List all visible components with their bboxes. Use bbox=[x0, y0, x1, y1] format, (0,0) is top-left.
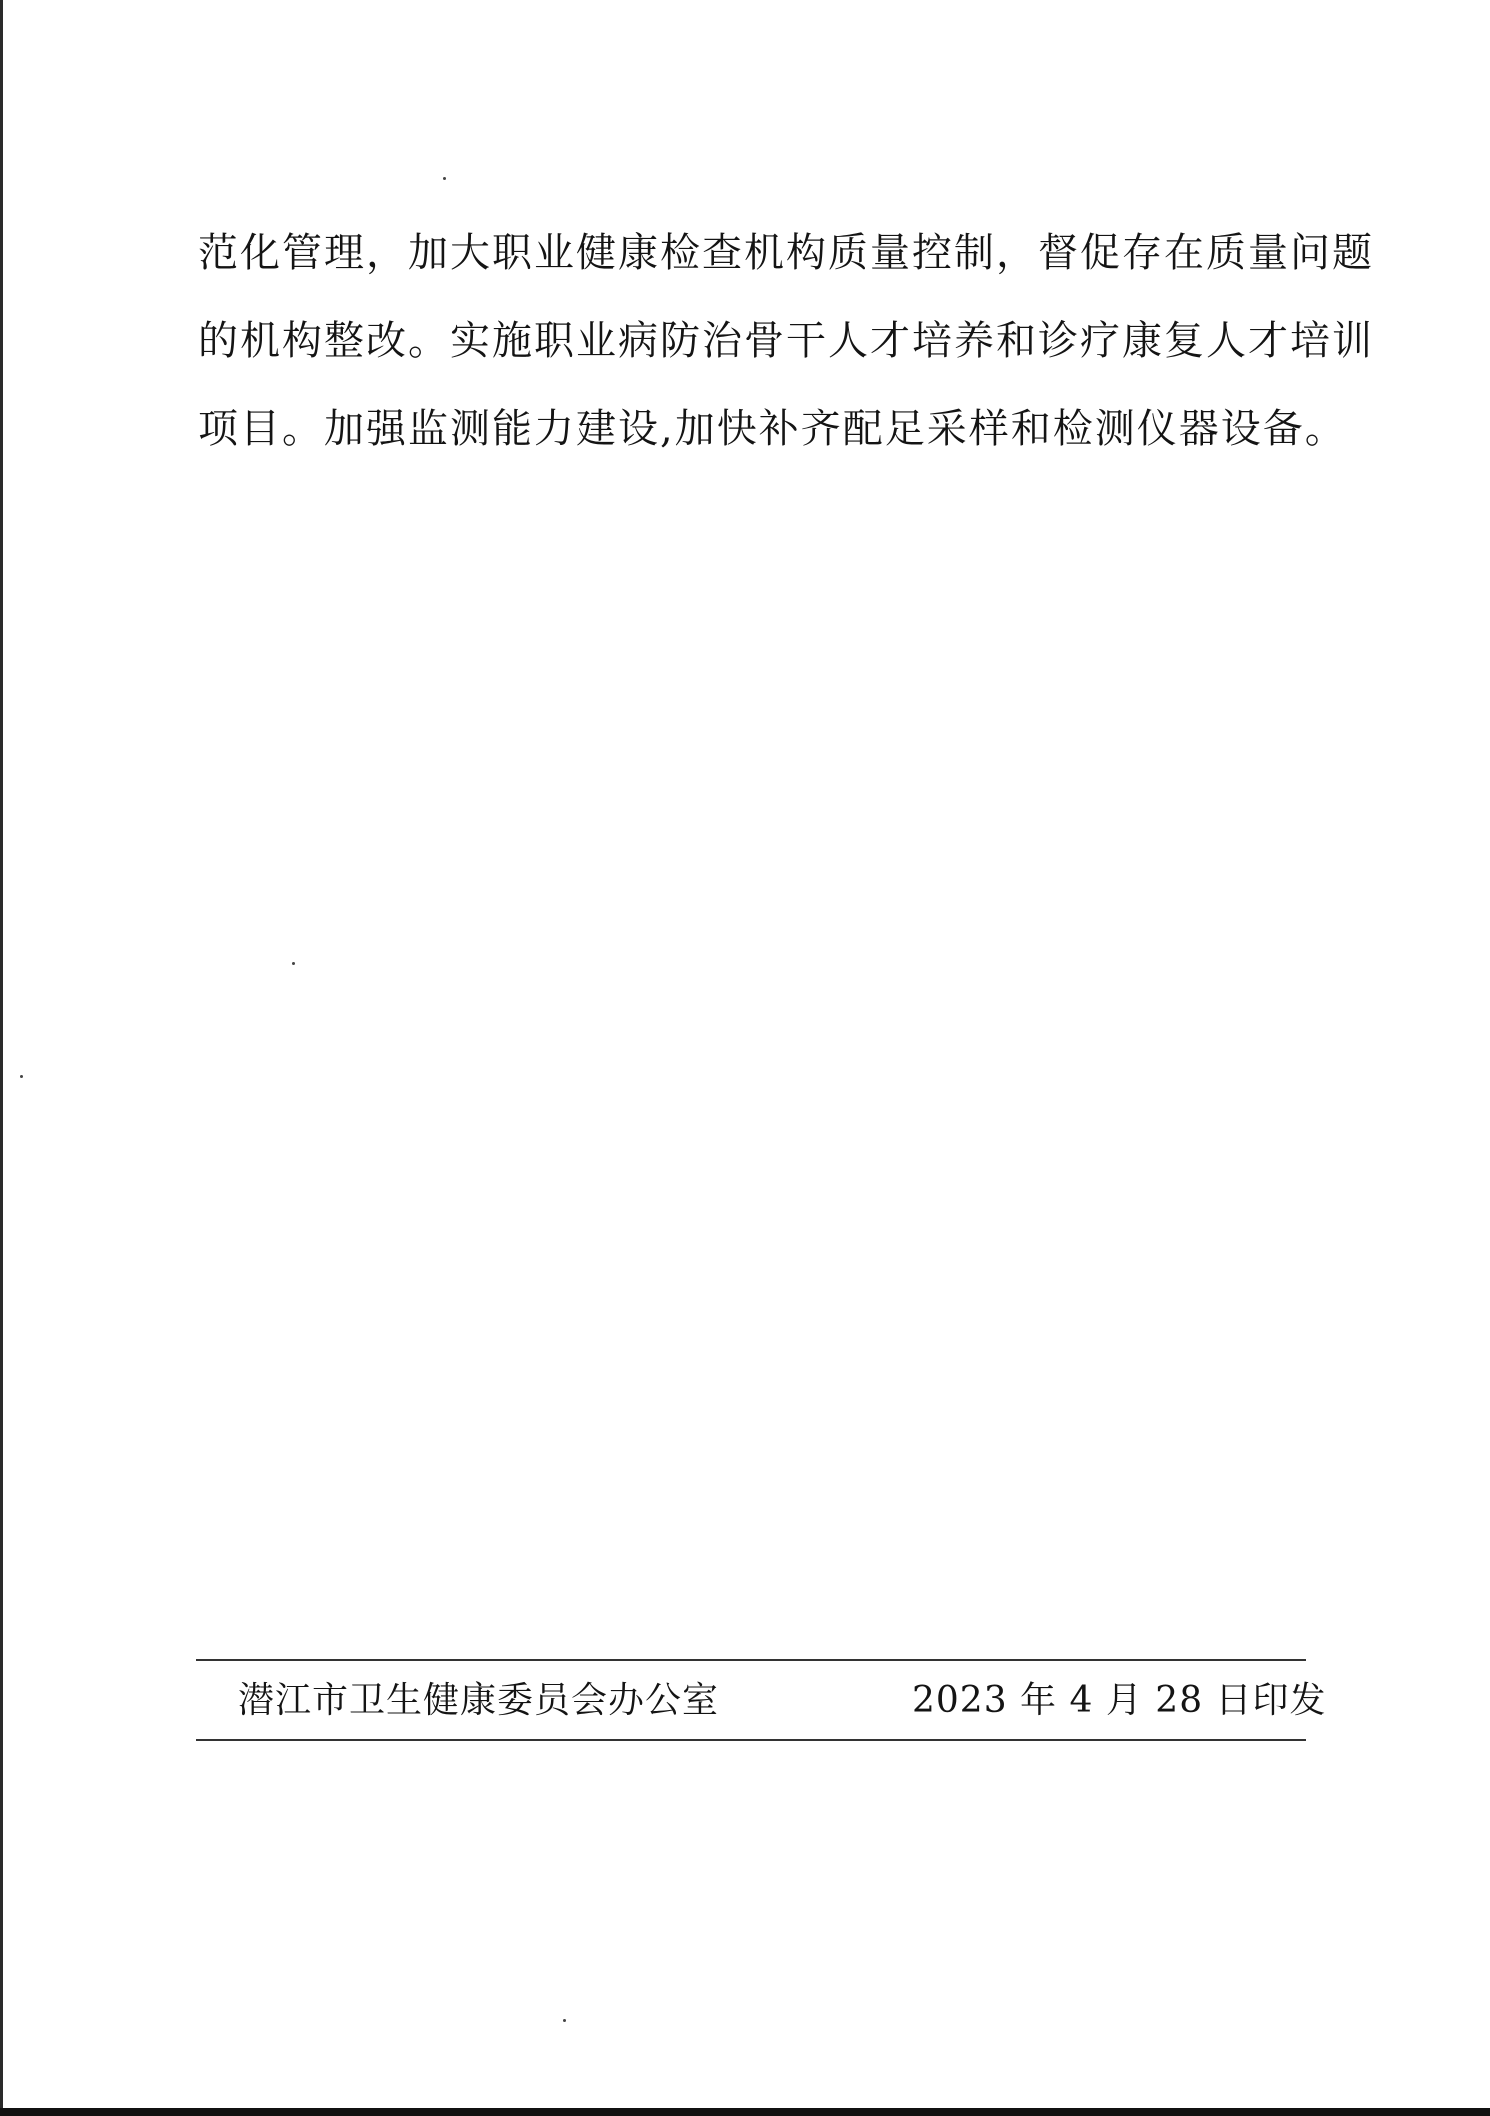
body-line: 范化管理，加大职业健康检查机构质量控制，督促存在质量问题 bbox=[198, 230, 1374, 276]
scan-speck bbox=[563, 2019, 566, 2022]
issue-date: 2023 年 4 月 28 日印发 bbox=[912, 1680, 1327, 1721]
page-bottom-edge bbox=[0, 2108, 1490, 2116]
scan-speck bbox=[20, 1075, 23, 1078]
page-left-edge bbox=[0, 0, 3, 2116]
scan-speck bbox=[443, 177, 446, 180]
document-body bbox=[198, 230, 1374, 496]
footer-bottom-rule bbox=[196, 1739, 1306, 1741]
footer-top-rule bbox=[196, 1659, 1306, 1661]
body-line: 项目。加强监测能力建设,加快补齐配足采样和检测仪器设备。 bbox=[198, 406, 1347, 452]
scan-speck bbox=[292, 962, 295, 965]
body-line: 的机构整改。实施职业病防治骨干人才培养和诊疗康复人才培训 bbox=[198, 318, 1374, 364]
issuing-office: 潜江市卫生健康委员会办公室 bbox=[238, 1680, 720, 1721]
